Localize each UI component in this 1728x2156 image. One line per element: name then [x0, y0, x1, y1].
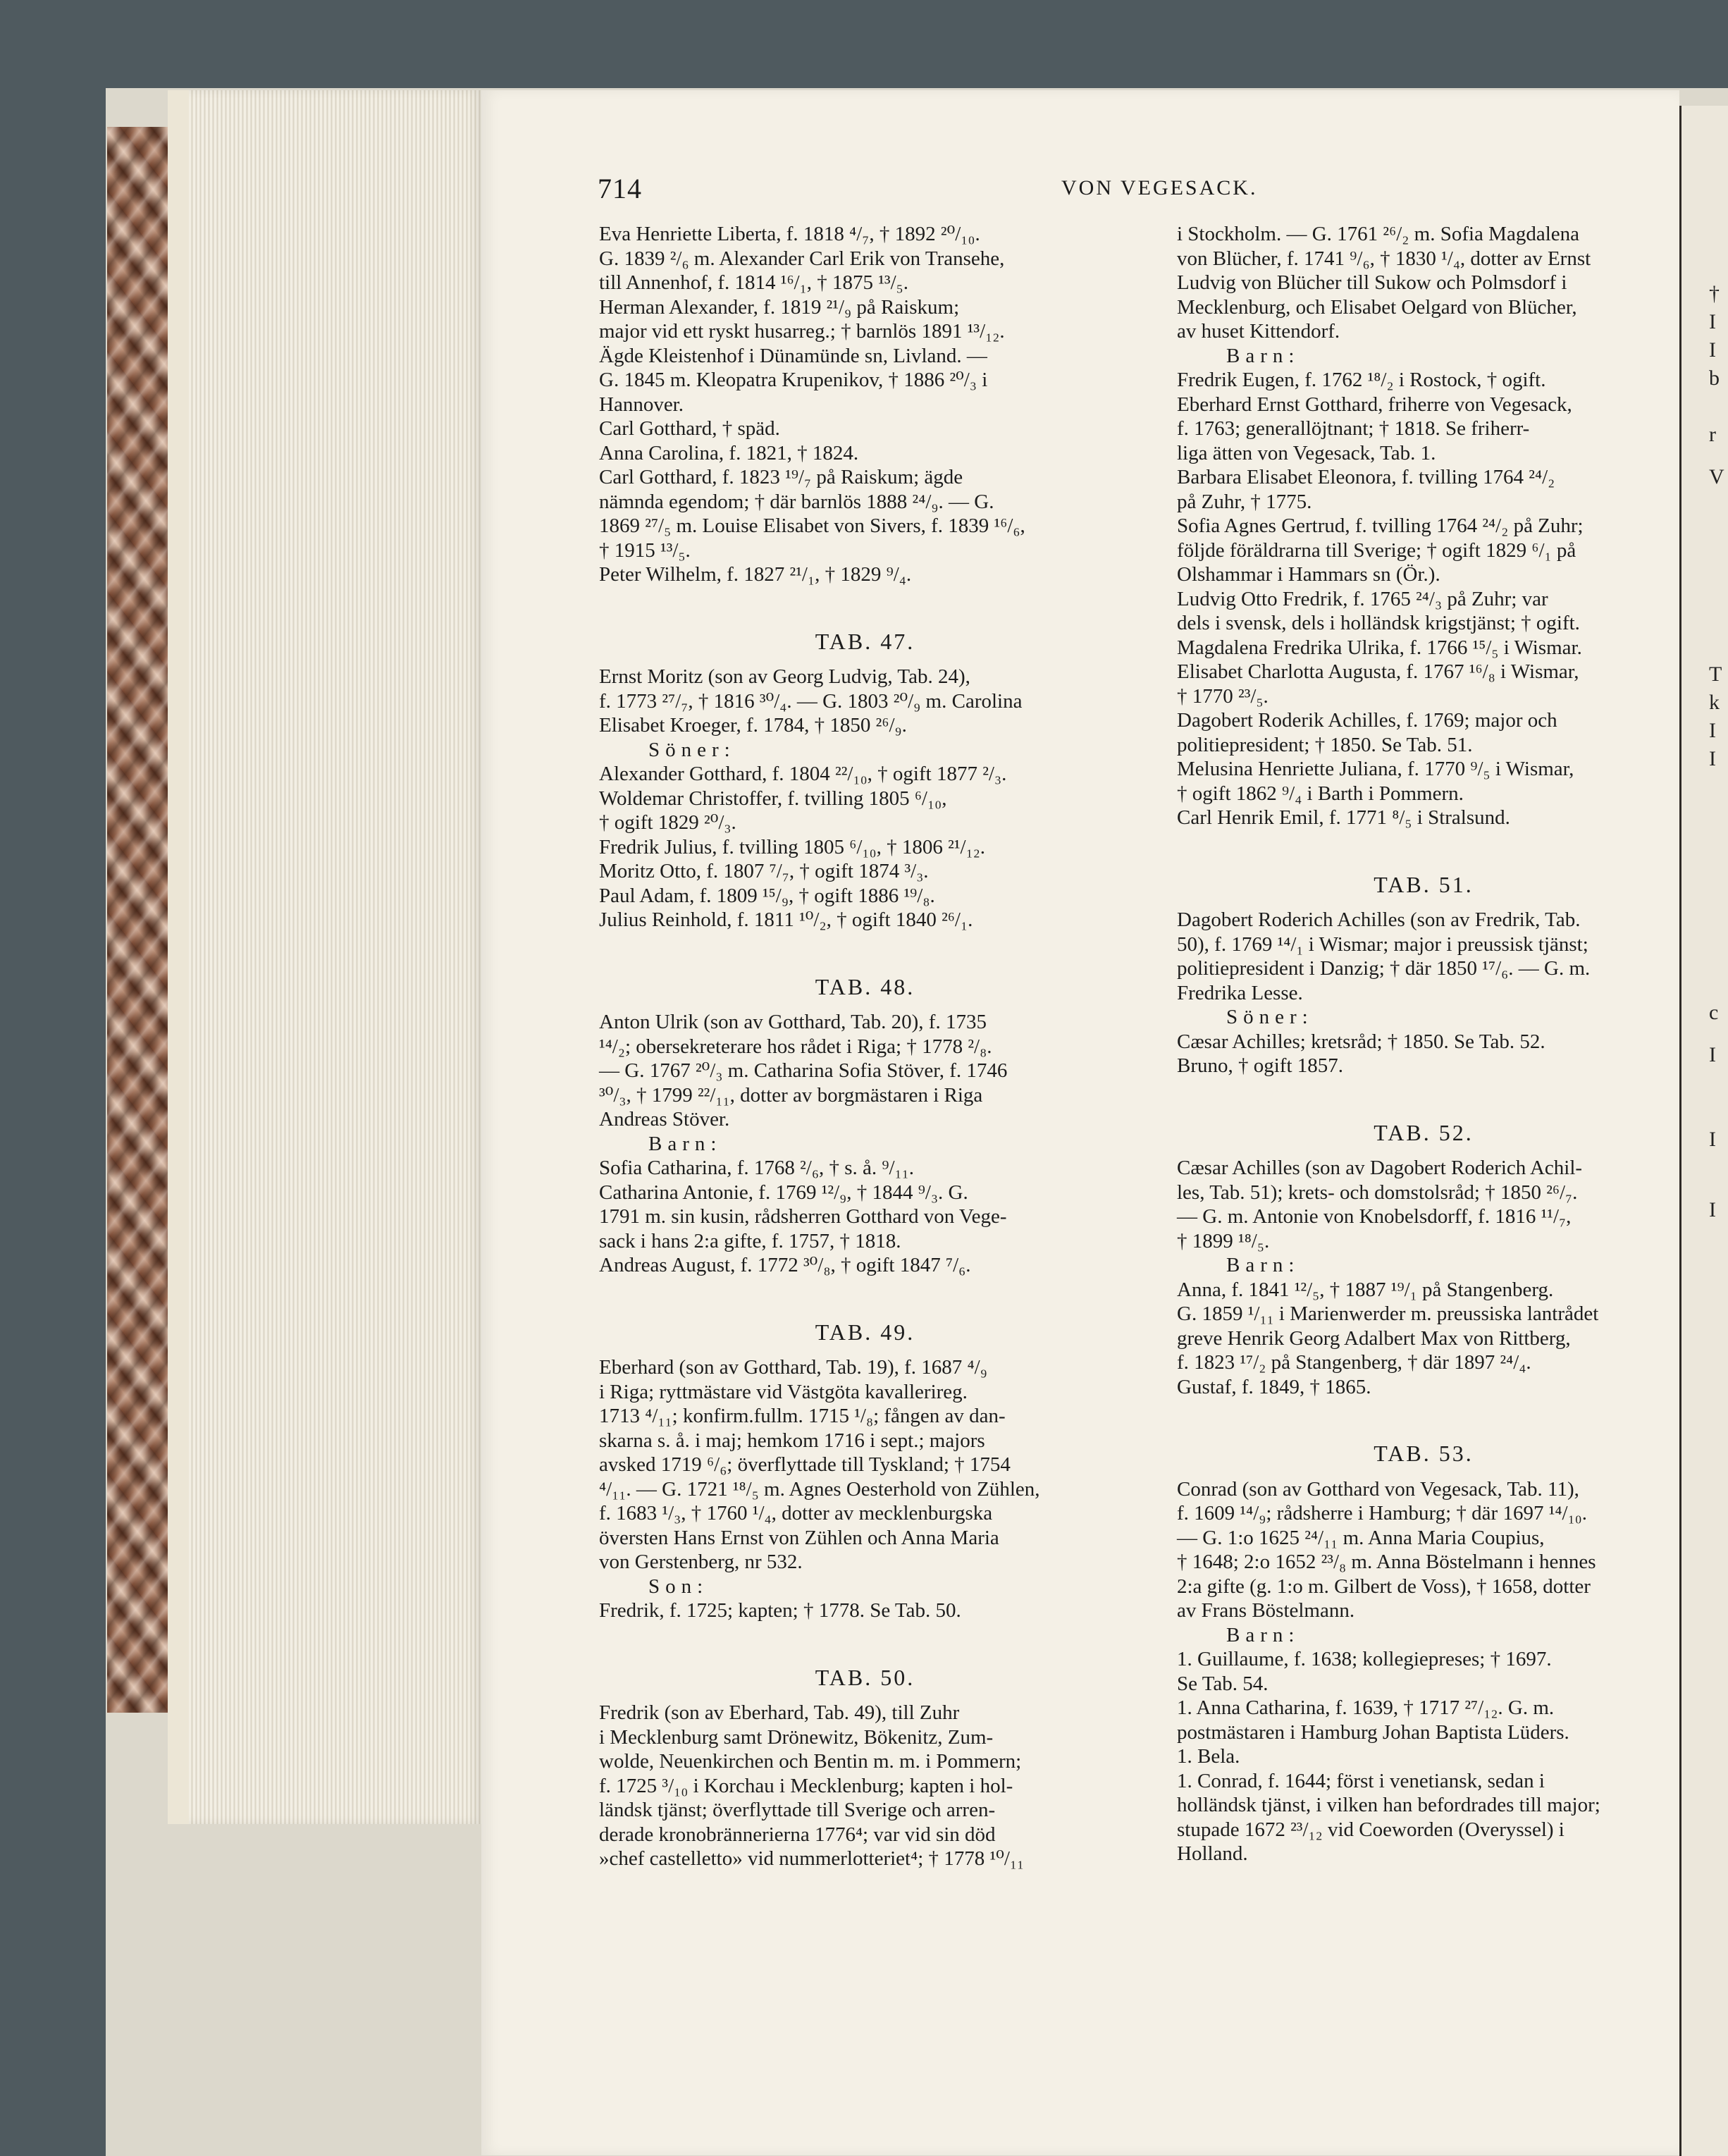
- adjacent-glyph: I: [1709, 310, 1716, 333]
- text-line: les, Tab. 51); krets- och domstolsråd; † 1850 ²⁶/₇.: [1177, 1181, 1578, 1204]
- text-line: Barbara Elisabet Eleonora, f. tvilling 1764 ²⁴/₂: [1177, 466, 1555, 488]
- text-line: Elisabet Charlotta Augusta, f. 1767 ¹⁶/₈ i Wismar,: [1177, 660, 1579, 683]
- text-line: Barn:: [1226, 1254, 1300, 1276]
- adjacent-glyph: I: [1709, 719, 1716, 742]
- adjacent-glyph: r: [1709, 423, 1716, 446]
- text-line: av Frans Böstelmann.: [1177, 1599, 1355, 1622]
- adjacent-glyph: b: [1709, 366, 1720, 390]
- text-line: Eberhard (son av Gotthard, Tab. 19), f. 1687 ⁴/₉: [599, 1356, 987, 1379]
- text-line: i Stockholm. — G. 1761 ²⁶/₂ m. Sofia Magdalena: [1177, 223, 1579, 245]
- text-line: nämnda egendom; † där barnlös 1888 ²⁴/₉. — G.: [599, 490, 994, 513]
- entry-block: [599, 1355, 1131, 1623]
- text-line: Sofia Agnes Gertrud, f. tvilling 1764 ²⁴/₂ på Zuhr;: [1177, 515, 1584, 537]
- text-line: Andreas Stöver.: [599, 1108, 730, 1131]
- running-head: VON VEGESACK.: [1061, 176, 1258, 199]
- text-line: Carl Gotthard, f. 1823 ¹⁹/₇ på Raiskum; ägde: [599, 466, 963, 488]
- text-line: G. 1859 ¹/₁₁ i Marienwerder m. preussiska lantrådet: [1177, 1302, 1599, 1325]
- text-line: Barn:: [648, 1132, 722, 1155]
- text-line: dels i svensk, dels i holländsk krigstjänst; † ogift.: [1177, 612, 1580, 634]
- text-line: Holland.: [1177, 1842, 1248, 1865]
- text-line: Elisabet Kroeger, f. 1784, † 1850 ²⁶/₉.: [599, 714, 907, 737]
- adjacent-glyph: I: [1709, 338, 1716, 362]
- text-line: stupade 1672 ²³/₁₂ vid Coeworden (Overyssel) i: [1177, 1818, 1565, 1841]
- left-column: [599, 222, 1131, 1871]
- adjacent-glyph: I: [1709, 1128, 1716, 1151]
- text-line: — G. 1:o 1625 ²⁴/₁₁ m. Anna Maria Coupius,: [1177, 1526, 1545, 1549]
- text-line: f. 1725 ³/₁₀ i Korchau i Mecklenburg; kapten i hol-: [599, 1774, 1013, 1797]
- text-line: 1869 ²⁷/₅ m. Louise Elisabet von Sivers, f. 1839 ¹⁶/₆,: [599, 515, 1025, 537]
- adjacent-glyph: c: [1709, 1001, 1719, 1024]
- text-line: liga ätten von Vegesack, Tab. 1.: [1177, 441, 1436, 464]
- adjacent-glyph: †: [1709, 282, 1720, 305]
- text-line: Paul Adam, f. 1809 ¹⁵/₉, † ogift 1886 ¹⁹/₈.: [599, 884, 935, 907]
- text-line: Ernst Moritz (son av Georg Ludvig, Tab. 24),: [599, 665, 970, 688]
- text-line: wolde, Neuenkirchen och Bentin m. m. i Pommern;: [599, 1750, 1022, 1773]
- text-line: Cæsar Achilles; kretsråd; † 1850. Se Tab. 52.: [1177, 1030, 1545, 1053]
- text-line: von Gerstenberg, nr 532.: [599, 1551, 803, 1573]
- adjacent-page-edge: [1679, 106, 1728, 2156]
- entry-block: [599, 665, 1131, 932]
- text-line: följde föräldrarna till Sverige; † ogift 1829 ⁶/₁ på: [1177, 538, 1576, 562]
- section-heading: TAB. 49.: [815, 1319, 915, 1345]
- text-line: Catharina Antonie, f. 1769 ¹²/₉, † 1844 ⁹/₃. G.: [599, 1181, 968, 1204]
- text-line: Barn:: [1226, 344, 1300, 367]
- text-line: ländsk tjänst; överflyttade till Sverige och arren-: [599, 1799, 996, 1821]
- text-line: ³⁰/₃, † 1799 ²²/₁₁, dotter av borgmästaren i Riga: [599, 1083, 983, 1107]
- text-line: Son:: [648, 1575, 709, 1598]
- text-line: greve Henrik Georg Adalbert Max von Rittberg,: [1177, 1326, 1571, 1350]
- text-line: Moritz Otto, f. 1807 ⁷/₇, † ogift 1874 ³/₃.: [599, 860, 929, 882]
- text-line: översten Hans Ernst von Zühlen och Anna Maria: [599, 1526, 999, 1549]
- page-number: 714: [598, 173, 642, 204]
- text-line: Gustaf, f. 1849, † 1865.: [1177, 1375, 1371, 1398]
- text-line: holländsk tjänst, i vilken han befordrades till major;: [1177, 1794, 1600, 1816]
- text-line: 1791 m. sin kusin, rådsherren Gotthard von Vege-: [599, 1205, 1007, 1228]
- text-line: Anton Ulrik (son av Gotthard, Tab. 20), f. 1735: [599, 1011, 987, 1033]
- text-line: till Annenhof, f. 1814 ¹⁶/₁, † 1875 ¹³/₅.: [599, 271, 909, 294]
- entry-block: [1177, 1477, 1670, 1866]
- text-line: Andreas August, f. 1772 ³⁰/₈, † ogift 1847 ⁷/₆.: [599, 1254, 971, 1276]
- section-heading: TAB. 52.: [1374, 1119, 1474, 1145]
- text-line: Peter Wilhelm, f. 1827 ²¹/₁, † 1829 ⁹/₄.: [599, 563, 912, 586]
- page-block-edges: [189, 90, 481, 1824]
- text-line: Fredrik, f. 1725; kapten; † 1778. Se Tab. 50.: [599, 1599, 961, 1622]
- text-line: Fredrik Eugen, f. 1762 ¹⁸/₂ i Rostock, † ogift.: [1177, 369, 1546, 391]
- adjacent-glyph: k: [1709, 691, 1720, 714]
- text-line: Hannover.: [599, 393, 684, 416]
- marbled-endpaper: [107, 127, 169, 1713]
- text-line: f. 1773 ²⁷/₇, † 1816 ³⁰/₄. — G. 1803 ²⁰/₉ m. Carolina: [599, 689, 1023, 713]
- text-line: von Blücher, f. 1741 ⁹/₆, † 1830 ¹/₄, dotter av Ernst: [1177, 247, 1591, 270]
- text-line: ⁴/₁₁. — G. 1721 ¹⁸/₅ m. Agnes Oesterhold von Zühlen,: [599, 1477, 1040, 1501]
- text-line: Julius Reinhold, f. 1811 ¹⁰/₂, † ogift 1840 ²⁶/₁.: [599, 908, 973, 931]
- text-line: f. 1683 ¹/₃, † 1760 ¹/₄, dotter av mecklenburgska: [599, 1502, 993, 1524]
- text-line: Barn:: [1226, 1623, 1300, 1646]
- text-line: Fredrika Lesse.: [1177, 981, 1303, 1004]
- section-heading: TAB. 51.: [1374, 871, 1474, 897]
- text-line: Se Tab. 54.: [1177, 1672, 1269, 1695]
- text-line: Anna Carolina, f. 1821, † 1824.: [599, 441, 859, 464]
- text-line: † 1770 ²³/₅.: [1177, 684, 1269, 708]
- text-line: sack i hans 2:a gifte, f. 1757, † 1818.: [599, 1229, 901, 1252]
- text-line: 50), f. 1769 ¹⁴/₁ i Wismar; major i preussisk tjänst;: [1177, 932, 1588, 956]
- entry-block: [1177, 222, 1670, 830]
- text-line: 1. Guillaume, f. 1638; kollegiepreses; † 1697.: [1177, 1648, 1552, 1670]
- adjacent-glyph: I: [1709, 747, 1716, 770]
- text-line: Olshammar i Hammars sn (Ör.).: [1177, 563, 1440, 586]
- adjacent-glyph: T: [1709, 663, 1722, 686]
- text-line: i Mecklenburg samt Drönewitz, Bökenitz, Zum-: [599, 1725, 994, 1749]
- text-line: Bruno, † ogift 1857.: [1177, 1054, 1344, 1077]
- text-line: Fredrik (son av Eberhard, Tab. 49), till Zuhr: [599, 1701, 960, 1724]
- text-line: Ägde Kleistenhof i Dünamünde sn, Livland. —: [599, 344, 987, 367]
- text-line: Anna, f. 1841 ¹²/₅, † 1887 ¹⁹/₁ på Stangenberg.: [1177, 1278, 1554, 1301]
- text-line: Magdalena Fredrika Ulrika, f. 1766 ¹⁵/₅ i Wismar.: [1177, 636, 1582, 659]
- adjacent-glyph: I: [1709, 1043, 1716, 1066]
- text-line: f. 1763; generallöjtnant; † 1818. Se friherr-: [1177, 417, 1530, 440]
- text-line: postmästaren i Hamburg Johan Baptista Lüders.: [1177, 1720, 1569, 1744]
- entry-block: [1177, 908, 1670, 1078]
- entry-block: [599, 1701, 1131, 1871]
- text-line: Eva Henriette Liberta, f. 1818 ⁴/₇, † 1892 ²⁰/₁₀.: [599, 223, 980, 245]
- text-line: G. 1839 ²/₆ m. Alexander Carl Erik von Transehe,: [599, 247, 1005, 270]
- text-line: Mecklenburg, och Elisabet Oelgard von Blücher,: [1177, 295, 1577, 319]
- adjacent-glyph: V: [1709, 465, 1724, 488]
- text-line: Woldemar Christoffer, f. tvilling 1805 ⁶/₁₀,: [599, 787, 947, 810]
- text-line: Carl Gotthard, † späd.: [599, 417, 780, 440]
- text-line: derade kronobrännerierna 1776⁴; var vid sin död: [599, 1823, 996, 1846]
- text-line: G. 1845 m. Kleopatra Krupenikov, † 1886 ²⁰/₃ i: [599, 369, 988, 391]
- text-line: Ludvig von Blücher till Sukow och Polmsdorf i: [1177, 271, 1567, 294]
- text-line: 1. Anna Catharina, f. 1639, † 1717 ²⁷/₁₂. G. m.: [1177, 1696, 1555, 1719]
- text-line: Alexander Gotthard, f. 1804 ²²/₁₀, † ogift 1877 ²/₃.: [599, 763, 1007, 785]
- text-line: Söner:: [1226, 1006, 1314, 1028]
- text-line: av huset Kittendorf.: [1177, 320, 1340, 343]
- text-line: politiepresident; † 1850. Se Tab. 51.: [1177, 733, 1473, 756]
- section-heading: TAB. 53.: [1374, 1441, 1474, 1466]
- text-line: — G. m. Antonie von Knobelsdorff, f. 1816 ¹¹/₇,: [1177, 1205, 1572, 1228]
- text-line: Conrad (son av Gotthard von Vegesack, Tab. 11),: [1177, 1477, 1579, 1501]
- text-line: 1. Bela.: [1177, 1745, 1240, 1768]
- text-line: Carl Henrik Emil, f. 1771 ⁸/₅ i Stralsund.: [1177, 806, 1510, 829]
- text-line: Ludvig Otto Fredrik, f. 1765 ²⁴/₃ på Zuhr; var: [1177, 587, 1548, 610]
- text-line: Söner:: [648, 738, 736, 761]
- text-line: † 1899 ¹⁸/₅.: [1177, 1229, 1270, 1252]
- text-line: ¹⁴/₂; obersekreterare hos rådet i Riga; † 1778 ²/₈.: [599, 1035, 992, 1058]
- text-line: på Zuhr, † 1775.: [1177, 490, 1312, 513]
- text-line: major vid ett ryskt husarreg.; † barnlös 1891 ¹³/₁₂.: [599, 320, 1005, 343]
- text-line: Eberhard Ernst Gotthard, friherre von Vegesack,: [1177, 393, 1572, 416]
- text-line: † 1915 ¹³/₅.: [599, 538, 691, 562]
- text-line: f. 1609 ¹⁴/₉; rådsherre i Hamburg; † där 1697 ¹⁴/₁₀.: [1177, 1502, 1588, 1524]
- text-line: Sofia Catharina, f. 1768 ²/₆, † s. å. ⁹/₁₁.: [599, 1157, 915, 1179]
- text-line: † 1648; 2:o 1652 ²³/₈ m. Anna Böstelmann i hennes: [1177, 1551, 1596, 1573]
- text-line: 1713 ⁴/₁₁; konfirm.fullm. 1715 ¹/₈; fången av dan-: [599, 1405, 1006, 1427]
- text-line: Cæsar Achilles (son av Dagobert Roderich Achil-: [1177, 1157, 1583, 1179]
- right-column: [1177, 222, 1670, 1866]
- text-line: 2:a gifte (g. 1:o m. Gilbert de Voss), † 1658, dotter: [1177, 1575, 1591, 1598]
- section-heading: TAB. 50.: [815, 1664, 915, 1690]
- text-line: † ogift 1829 ²⁰/₃.: [599, 811, 736, 834]
- text-line: f. 1823 ¹⁷/₂ på Stangenberg, † där 1897 ²⁴/₄.: [1177, 1351, 1531, 1374]
- entry-block: [1177, 1156, 1670, 1399]
- text-line: Dagobert Roderich Achilles (son av Fredrik, Tab.: [1177, 908, 1581, 931]
- adjacent-glyph: I: [1709, 1198, 1716, 1221]
- text-line: † ogift 1862 ⁹/₄ i Barth i Pommern.: [1177, 782, 1464, 805]
- text-line: Dagobert Roderik Achilles, f. 1769; major och: [1177, 709, 1557, 732]
- section-heading: TAB. 48.: [815, 973, 915, 999]
- section-heading: TAB. 47.: [815, 628, 915, 654]
- text-line: Herman Alexander, f. 1819 ²¹/₉ på Raiskum;: [599, 295, 960, 319]
- text-line: 1. Conrad, f. 1644; först i venetiansk, sedan i: [1177, 1769, 1545, 1792]
- text-line: politiepresident i Danzig; † där 1850 ¹⁷/₆. — G. m.: [1177, 957, 1591, 980]
- text-line: »chef castelletto» vid nummerlotteriet⁴; † 1778 ¹⁰/₁₁: [599, 1847, 1025, 1870]
- text-line: avsked 1719 ⁶/₆; överflyttade till Tyskland; † 1754: [599, 1453, 1011, 1476]
- entry-block: [599, 1010, 1131, 1278]
- text-line: — G. 1767 ²⁰/₃ m. Catharina Sofia Stöver, f. 1746: [599, 1059, 1008, 1082]
- entry-block: [599, 222, 1131, 587]
- text-line: Melusina Henriette Juliana, f. 1770 ⁹/₅ i Wismar,: [1177, 758, 1574, 780]
- book-cover-edge: [168, 90, 190, 1824]
- text-line: Fredrik Julius, f. tvilling 1805 ⁶/₁₀, † 1806 ²¹/₁₂.: [599, 835, 986, 858]
- text-line: i Riga; ryttmästare vid Västgöta kavallerireg.: [599, 1380, 968, 1403]
- text-line: skarna s. å. i maj; hemkom 1716 i sept.; majors: [599, 1429, 985, 1452]
